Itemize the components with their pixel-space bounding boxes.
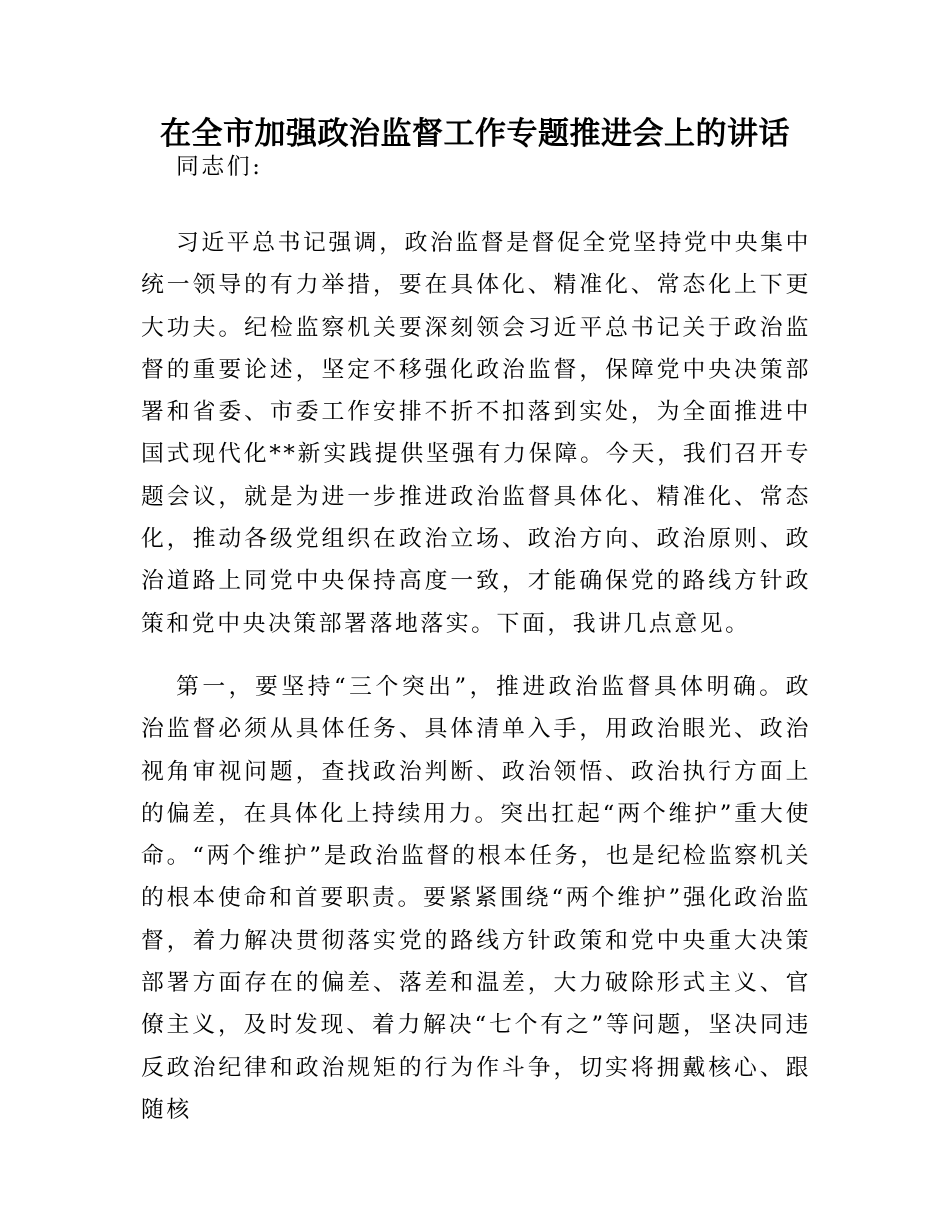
paragraph-intro: 习近平总书记强调，政治监督是督促全党坚持党中央集中统一领导的有力举措，要在具体化、精准化、常态化上下更大功夫。纪检监察机关要深刻领会习近平总书记关于政治监督的重要论述，坚定不移强化政治监督，保障党中央决策部署和省委、市委工作安排不折不扣落到实处，为全面推进中国式现代化**新实践提供坚强有力保障。今天，我们召开专题会议，就是为进一步推进政治监督具体化、精准化、常态化，推动各级党组织在政治立场、政治方向、政治原则、政治道路上同党中央保持高度一致，才能确保党的路线方针政策和党中央决策部署落地落实。下面，我讲几点意见。 [141,230,811,637]
salutation: 同志们: [176,154,263,180]
document-title: 在全市加强政治监督工作专题推进会上的讲话 [160,116,790,152]
paragraph-first-point: 第一，要坚持“三个突出”，推进政治监督具体明确。政治监督必须从具体任务、具体清单入手，用政治眼光、政治视角审视问题，查找政治判断、政治领悟、政治执行方面上的偏差，在具体化上持续用力。突出扛起“两个维护”重大使命。“两个维护”是政治监督的根本任务，也是纪检监察机关的根本使命和首要职责。要紧紧围绕“两个维护”强化政治监督，着力解决贯彻落实党的路线方针政策和党中央重大决策部署方面存在的偏差、落差和温差，大力破除形式主义、官僚主义，及时发现、着力解决“七个有之”等问题，坚决同违反政治纪律和政治规矩的行为作斗争，切实将拥戴核心、跟随核 [141,674,811,1123]
